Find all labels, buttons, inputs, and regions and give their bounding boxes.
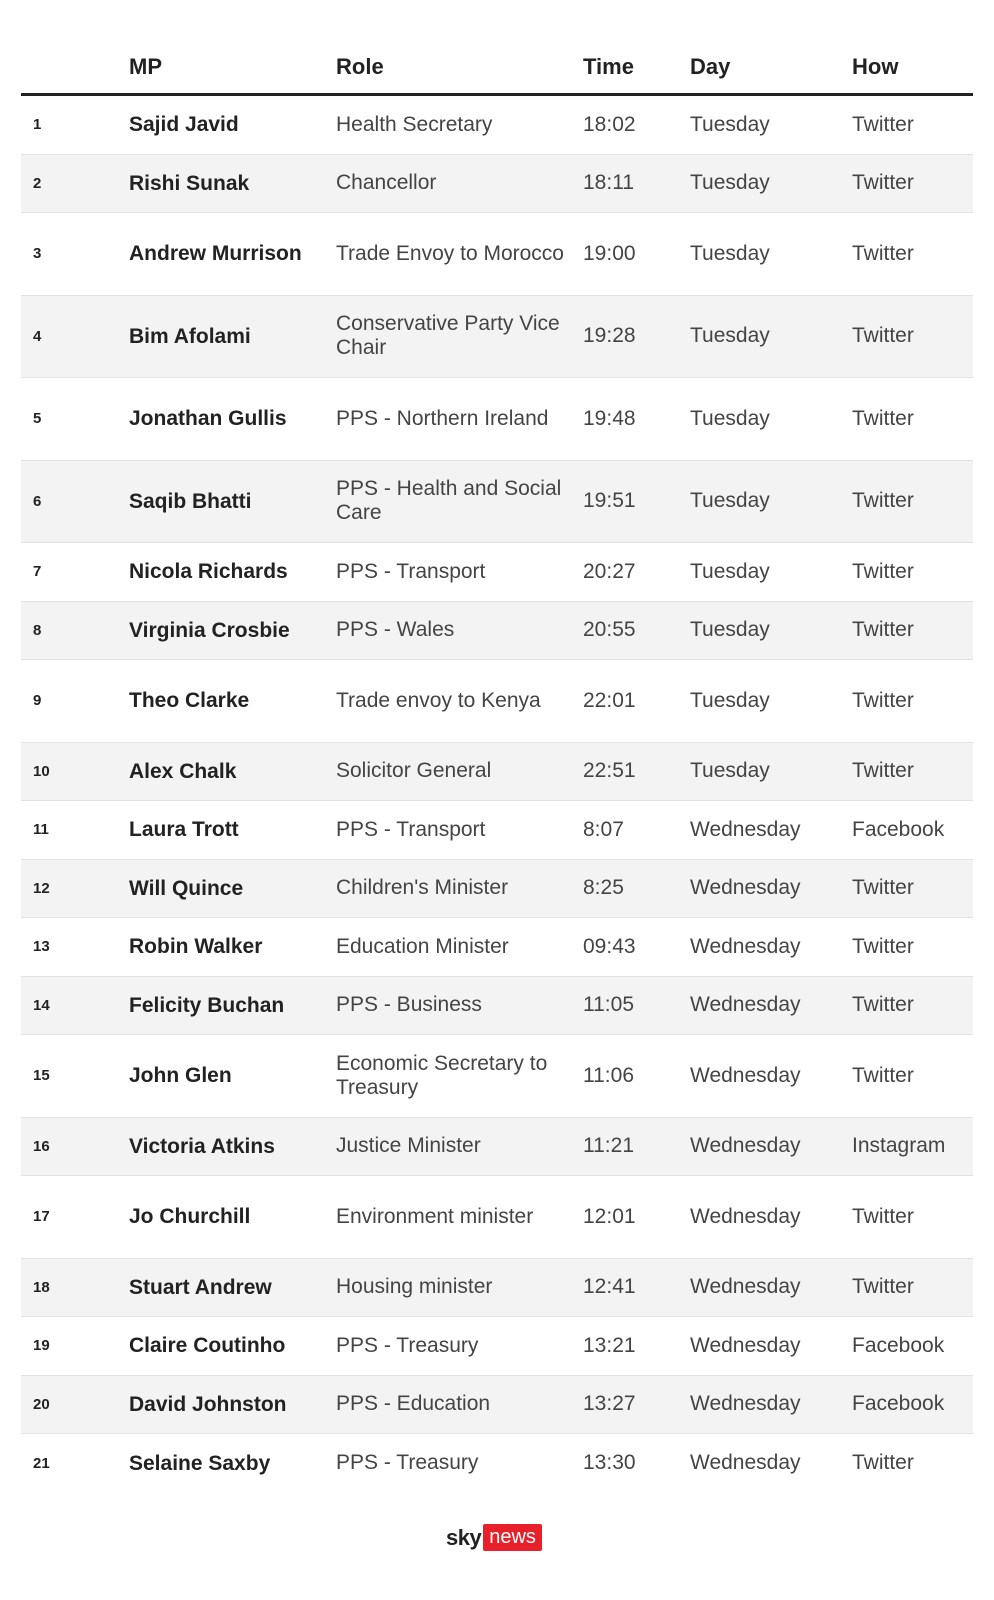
- row-role: PPS - Business: [336, 993, 482, 1017]
- row-mp: Claire Coutinho: [129, 1334, 286, 1358]
- row-day: Wednesday: [690, 1333, 801, 1357]
- row-role: Housing minister: [336, 1275, 493, 1299]
- row-day: Wednesday: [690, 817, 801, 841]
- row-mp: Will Quince: [129, 876, 244, 900]
- header-time: Time: [583, 53, 634, 79]
- row-how: Twitter: [852, 1451, 914, 1475]
- row-number: 12: [33, 879, 50, 897]
- table-row: [21, 1035, 973, 1118]
- table-row: [21, 96, 973, 155]
- row-mp: John Glen: [129, 1064, 232, 1088]
- row-day: Wednesday: [690, 1275, 801, 1299]
- row-time: 19:28: [583, 324, 636, 348]
- row-time: 20:55: [583, 618, 636, 642]
- row-role: Justice Minister: [336, 1134, 481, 1158]
- row-number: 7: [33, 563, 42, 581]
- row-how: Facebook: [852, 1333, 945, 1357]
- row-time: 11:06: [583, 1063, 634, 1087]
- row-how: Twitter: [852, 1275, 914, 1299]
- row-how: Facebook: [852, 1392, 945, 1416]
- row-time: 18:02: [583, 112, 636, 136]
- row-number: 8: [33, 621, 42, 639]
- row-how: Twitter: [852, 559, 914, 583]
- row-role: PPS - Wales: [336, 618, 455, 642]
- row-role: PPS - Education: [336, 1392, 491, 1416]
- table-row: [21, 860, 973, 919]
- row-role: PPS - Treasury: [336, 1333, 479, 1357]
- row-number: 14: [33, 996, 50, 1014]
- row-how: Twitter: [852, 112, 914, 136]
- row-how: Twitter: [852, 688, 914, 712]
- table-row: [21, 660, 973, 743]
- row-time: 20:27: [583, 559, 636, 583]
- row-role: Trade Envoy to Morocco: [336, 241, 564, 265]
- row-time: 19:51: [583, 489, 636, 513]
- table-row: [21, 1317, 973, 1376]
- row-how: Twitter: [852, 406, 914, 430]
- row-time: 09:43: [583, 934, 636, 958]
- table-row: [21, 461, 973, 544]
- row-time: 18:11: [583, 171, 634, 195]
- row-mp: Selaine Saxby: [129, 1451, 271, 1475]
- row-time: 13:21: [583, 1333, 636, 1357]
- row-number: 13: [33, 938, 50, 956]
- row-how: Twitter: [852, 759, 914, 783]
- row-number: 11: [33, 821, 49, 839]
- row-day: Wednesday: [690, 876, 801, 900]
- row-number: 9: [33, 692, 42, 710]
- row-mp: Jonathan Gullis: [129, 407, 287, 431]
- row-number: 15: [33, 1067, 50, 1085]
- table-header: [21, 40, 973, 96]
- row-role: PPS - Treasury: [336, 1451, 479, 1475]
- row-mp: Andrew Murrison: [129, 242, 302, 266]
- row-time: 22:51: [583, 759, 636, 783]
- row-role: Economic Secretary to Treasury: [336, 1051, 548, 1099]
- row-number: 20: [33, 1395, 50, 1413]
- table-row: [21, 977, 973, 1036]
- row-mp: Laura Trott: [129, 818, 239, 842]
- row-how: Twitter: [852, 1063, 914, 1087]
- row-how: Twitter: [852, 618, 914, 642]
- row-number: 1: [33, 116, 42, 134]
- row-mp: Bim Afolami: [129, 324, 251, 348]
- table-row: [21, 602, 973, 661]
- row-role: PPS - Northern Ireland: [336, 406, 549, 430]
- header-mp: MP: [129, 54, 162, 79]
- row-number: 6: [33, 492, 42, 510]
- table-row: [21, 296, 973, 379]
- table-row: [21, 1176, 973, 1259]
- header-day: Day: [690, 53, 731, 79]
- row-day: Tuesday: [690, 759, 770, 783]
- row-mp: Victoria Atkins: [129, 1134, 275, 1158]
- row-how: Twitter: [852, 489, 914, 513]
- row-how: Twitter: [852, 324, 914, 348]
- row-number: 16: [33, 1137, 50, 1155]
- row-how: Twitter: [852, 993, 914, 1017]
- row-mp: Felicity Buchan: [129, 993, 285, 1017]
- table-row: [21, 801, 973, 860]
- row-day: Tuesday: [690, 489, 770, 513]
- row-role: PPS - Transport: [336, 817, 486, 841]
- row-time: 12:41: [583, 1275, 636, 1299]
- row-mp: Saqib Bhatti: [129, 489, 252, 513]
- table-row: [21, 1259, 973, 1318]
- header-role: Role: [336, 53, 384, 79]
- row-day: Tuesday: [690, 112, 770, 136]
- mp-resignations-table: [21, 40, 973, 1493]
- logo-sky-text: sky: [446, 1524, 482, 1550]
- row-role: PPS - Transport: [336, 559, 486, 583]
- row-role: PPS - Health and Social Care: [336, 477, 562, 525]
- row-role: Solicitor General: [336, 759, 492, 783]
- row-day: Tuesday: [690, 688, 770, 712]
- row-day: Wednesday: [690, 993, 801, 1017]
- row-how: Twitter: [852, 934, 914, 958]
- row-number: 5: [33, 410, 42, 428]
- row-mp: David Johnston: [129, 1392, 287, 1416]
- row-number: 3: [33, 245, 42, 263]
- row-time: 19:48: [583, 406, 636, 430]
- row-mp: Nicola Richards: [129, 560, 288, 584]
- row-time: 8:25: [583, 876, 624, 900]
- row-time: 8:07: [583, 817, 624, 841]
- row-day: Wednesday: [690, 1063, 801, 1087]
- row-role: Trade envoy to Kenya: [336, 688, 541, 712]
- row-day: Tuesday: [690, 324, 770, 348]
- row-time: 11:21: [583, 1134, 634, 1158]
- row-number: 2: [33, 174, 42, 192]
- row-mp: Robin Walker: [129, 935, 263, 959]
- row-number: 21: [33, 1454, 50, 1472]
- header-how: How: [852, 53, 899, 79]
- row-day: Tuesday: [690, 171, 770, 195]
- row-number: 18: [33, 1278, 50, 1296]
- row-how: Instagram: [852, 1134, 946, 1158]
- row-number: 17: [33, 1208, 50, 1226]
- row-mp: Rishi Sunak: [129, 171, 250, 195]
- row-day: Tuesday: [690, 559, 770, 583]
- row-number: 4: [33, 327, 42, 345]
- row-how: Twitter: [852, 171, 914, 195]
- table-row: [21, 1376, 973, 1435]
- row-time: 11:05: [583, 993, 634, 1017]
- row-role: Environment minister: [336, 1204, 534, 1228]
- row-time: 19:00: [583, 241, 636, 265]
- table-row: [21, 1434, 973, 1493]
- row-mp: Theo Clarke: [129, 689, 250, 713]
- table-row: [21, 155, 973, 214]
- table-row: [21, 543, 973, 602]
- row-day: Wednesday: [690, 1392, 801, 1416]
- row-time: 13:27: [583, 1392, 636, 1416]
- sky-news-logo: [446, 1524, 542, 1551]
- row-mp: Sajid Javid: [129, 113, 239, 137]
- row-day: Tuesday: [690, 406, 770, 430]
- row-number: 19: [33, 1337, 50, 1355]
- row-day: Wednesday: [690, 1451, 801, 1475]
- row-time: 12:01: [583, 1204, 636, 1228]
- row-how: Twitter: [852, 241, 914, 265]
- row-mp: Alex Chalk: [129, 759, 237, 783]
- table-row: [21, 213, 973, 296]
- row-day: Wednesday: [690, 1134, 801, 1158]
- row-time: 22:01: [583, 688, 636, 712]
- row-role: Education Minister: [336, 934, 509, 958]
- row-day: Wednesday: [690, 934, 801, 958]
- table-row: [21, 743, 973, 802]
- table-row: [21, 918, 973, 977]
- table-row: [21, 378, 973, 461]
- row-mp: Virginia Crosbie: [129, 618, 290, 642]
- row-how: Twitter: [852, 1204, 914, 1228]
- row-time: 13:30: [583, 1451, 636, 1475]
- row-number: 10: [33, 762, 50, 780]
- row-day: Tuesday: [690, 618, 770, 642]
- row-role: Chancellor: [336, 171, 437, 195]
- logo-news-text: news: [483, 1524, 542, 1551]
- table-row: [21, 1118, 973, 1177]
- row-role: Conservative Party Vice Chair: [336, 312, 560, 360]
- row-day: Wednesday: [690, 1204, 801, 1228]
- row-role: Health Secretary: [336, 112, 493, 136]
- row-mp: Jo Churchill: [129, 1205, 251, 1229]
- row-how: Twitter: [852, 876, 914, 900]
- row-how: Facebook: [852, 817, 945, 841]
- row-day: Tuesday: [690, 241, 770, 265]
- row-role: Children's Minister: [336, 876, 509, 900]
- row-mp: Stuart Andrew: [129, 1275, 272, 1299]
